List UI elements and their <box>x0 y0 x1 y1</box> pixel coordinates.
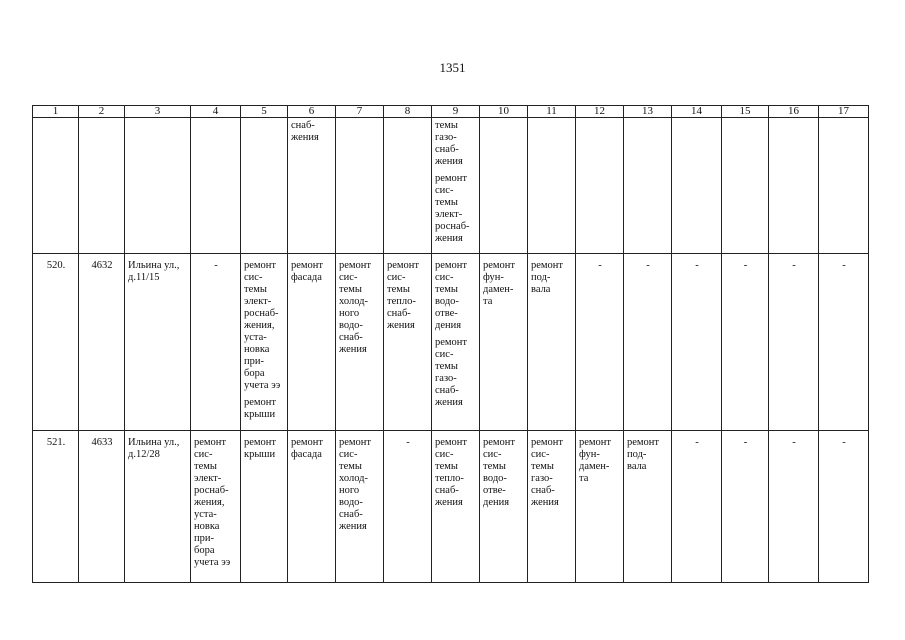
table-cell-col-11 <box>528 254 576 431</box>
column-number: 8 <box>384 106 432 118</box>
table-cell-col-10 <box>480 254 528 431</box>
table-cell-col-14 <box>672 431 722 583</box>
table-row-520 <box>33 254 869 431</box>
table-cell-col-6 <box>288 431 336 583</box>
column-number: 7 <box>336 106 384 118</box>
cell-entry: темы газо- снаб- жения <box>435 120 463 167</box>
table-cell-col-17 <box>819 431 869 583</box>
table-cell-col-7 <box>336 254 384 431</box>
table-cell-col-7 <box>336 118 384 254</box>
table-cell-col-8 <box>384 254 432 431</box>
cell-entry: ремонт крыши <box>244 437 277 460</box>
cell-entry: ремонт сис- темы холод- ного водо- снаб- жения <box>339 437 372 532</box>
table-cell-col-5 <box>241 254 288 431</box>
column-number: 1 <box>33 106 79 118</box>
cell-entry: ремонт сис- темы тепло- снаб- жения <box>387 260 420 331</box>
column-number: 2 <box>79 106 125 118</box>
table-cell-col-2 <box>79 254 125 431</box>
table-cell-col-15 <box>722 431 769 583</box>
cell-entry: 4633 <box>91 437 113 448</box>
cell-entry: Ильина ул., д.12/28 <box>128 437 180 460</box>
table-cell-col-13 <box>624 254 672 431</box>
table-cell-col-8 <box>384 118 432 254</box>
cell-entry: ремонт под- вала <box>627 437 660 472</box>
table-cell-col-6 <box>288 254 336 431</box>
table-cell-col-2 <box>79 118 125 254</box>
cell-entry: ремонт сис- темы водо- отве- дения <box>483 437 516 508</box>
table-cell-col-4 <box>191 431 241 583</box>
column-number: 11 <box>528 106 576 118</box>
column-number-row <box>33 106 869 118</box>
table-cell-col-12 <box>576 118 624 254</box>
column-number: 9 <box>432 106 480 118</box>
empty-dash: - <box>598 260 602 271</box>
cell-entry: ремонт фун- дамен- та <box>579 437 612 484</box>
table-cell-col-3 <box>125 254 191 431</box>
page-number: 1351 <box>439 60 466 75</box>
column-number: 5 <box>241 106 288 118</box>
continuation-row <box>33 118 869 254</box>
cell-entry: Ильина ул., д.11/15 <box>128 260 180 283</box>
column-number: 6 <box>288 106 336 118</box>
repair-schedule-table <box>32 105 869 583</box>
table-cell-col-13 <box>624 431 672 583</box>
cell-entry: ремонт сис- темы тепло- снаб- жения <box>435 437 468 508</box>
cell-entry: ремонт сис- темы элект- роснаб- жения, уста- новка при- бора учета ээ <box>244 260 281 391</box>
empty-dash: - <box>646 260 650 271</box>
cell-entry: ремонт сис- темы газо- снаб- жения <box>435 337 468 408</box>
table-cell-col-17 <box>819 254 869 431</box>
table-cell-col-11 <box>528 431 576 583</box>
table-cell-col-12 <box>576 431 624 583</box>
empty-dash: - <box>695 437 699 448</box>
table-cell-col-16 <box>769 118 819 254</box>
table-cell-col-4 <box>191 254 241 431</box>
table-cell-col-5 <box>241 431 288 583</box>
empty-dash: - <box>214 260 218 271</box>
empty-dash: - <box>743 437 748 448</box>
table-cell-col-9 <box>432 431 480 583</box>
table-cell-col-10 <box>480 118 528 254</box>
cell-entry: ремонт сис- темы холод- ного водо- снаб- жения <box>339 260 372 355</box>
table-cell-col-8 <box>384 431 432 583</box>
table-cell-col-1 <box>33 118 79 254</box>
column-number: 10 <box>480 106 528 118</box>
cell-entry: ремонт крыши <box>244 397 277 420</box>
table-cell-col-5 <box>241 118 288 254</box>
empty-dash: - <box>792 437 796 448</box>
table-cell-col-9 <box>432 254 480 431</box>
table-cell-col-14 <box>672 118 722 254</box>
table-cell-col-14 <box>672 254 722 431</box>
table-cell-col-1 <box>33 254 79 431</box>
table-cell-col-16 <box>769 254 819 431</box>
cell-entry: ремонт фун- дамен- та <box>483 260 516 307</box>
cell-entry: ремонт сис- темы элект- роснаб- жения <box>435 173 470 244</box>
table-cell-col-12 <box>576 254 624 431</box>
table-cell-col-15 <box>722 118 769 254</box>
table-cell-col-13 <box>624 118 672 254</box>
table-cell-col-10 <box>480 431 528 583</box>
empty-dash: - <box>792 260 796 271</box>
empty-dash: - <box>842 260 846 271</box>
cell-entry: 521. <box>46 437 66 448</box>
table-cell-col-15 <box>722 254 769 431</box>
column-number: 4 <box>191 106 241 118</box>
table-cell-col-3 <box>125 118 191 254</box>
empty-dash: - <box>695 260 699 271</box>
column-number: 13 <box>624 106 672 118</box>
column-number: 3 <box>125 106 191 118</box>
table-cell-col-2 <box>79 431 125 583</box>
cell-entry: ремонт сис- темы элект- роснаб- жения, уста- новка при- бора учета ээ <box>194 437 231 568</box>
column-number: 14 <box>672 106 722 118</box>
table-cell-col-11 <box>528 118 576 254</box>
cell-entry: ремонт под- вала <box>531 260 564 295</box>
empty-dash: - <box>406 437 410 448</box>
table-cell-col-3 <box>125 431 191 583</box>
cell-entry: ремонт сис- темы газо- снаб- жения <box>531 437 564 508</box>
column-number: 17 <box>819 106 869 118</box>
table-cell-col-16 <box>769 431 819 583</box>
column-number: 16 <box>769 106 819 118</box>
table-cell-col-17 <box>819 118 869 254</box>
cell-entry: ремонт сис- темы водо- отве- дения <box>435 260 468 331</box>
table-cell-col-6 <box>288 118 336 254</box>
cell-entry: снаб- жения <box>291 120 319 143</box>
empty-dash: - <box>842 437 846 448</box>
column-number: 12 <box>576 106 624 118</box>
table-cell-col-4 <box>191 118 241 254</box>
cell-entry: 520. <box>46 260 66 271</box>
column-number: 15 <box>722 106 769 118</box>
empty-dash: - <box>743 260 748 271</box>
table-cell-col-1 <box>33 431 79 583</box>
table-cell-col-9 <box>432 118 480 254</box>
cell-entry: ремонт фасада <box>291 437 324 460</box>
table-cell-col-7 <box>336 431 384 583</box>
cell-entry: 4632 <box>91 260 113 271</box>
table-row-521 <box>33 431 869 583</box>
cell-entry: ремонт фасада <box>291 260 324 283</box>
